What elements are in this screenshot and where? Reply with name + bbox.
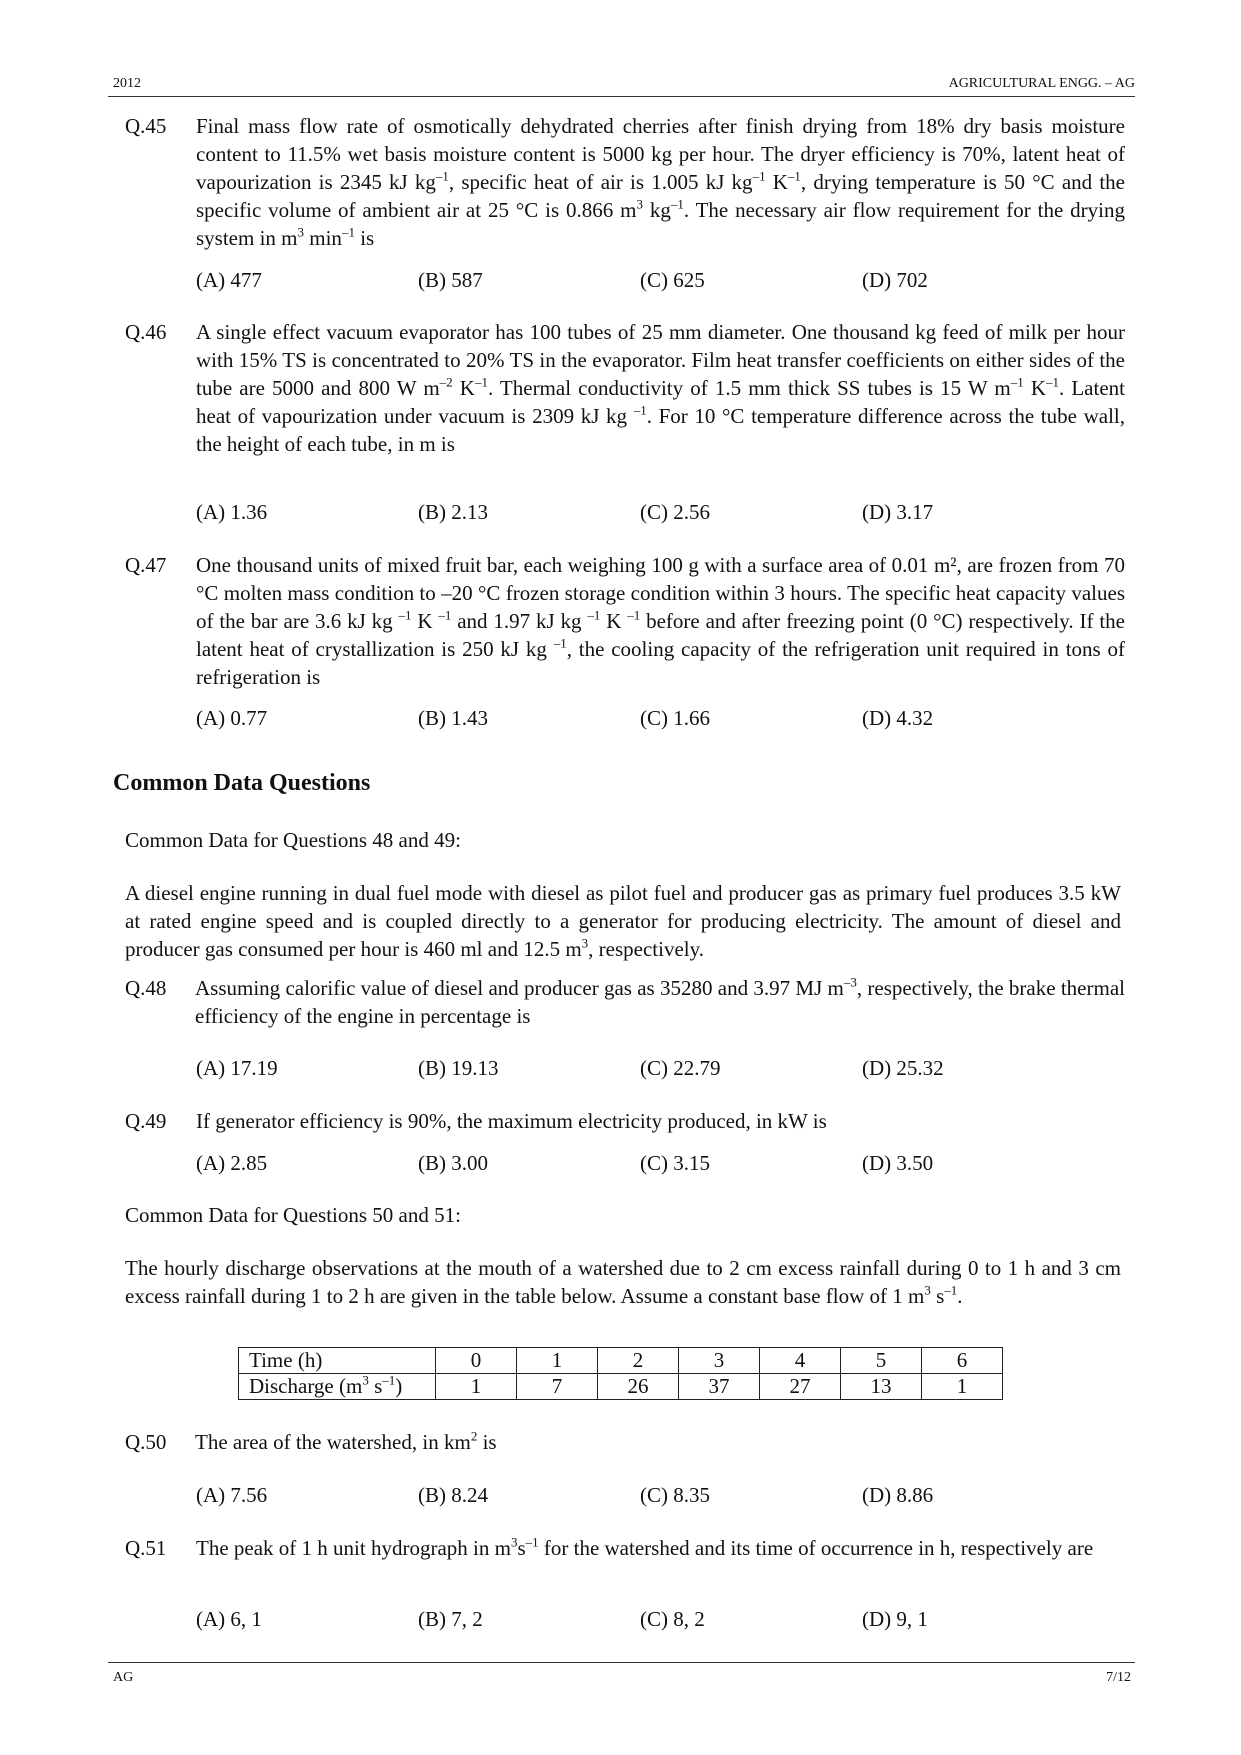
options-49: [196, 1149, 1096, 1179]
option-d: (D) 4.32: [862, 706, 934, 730]
option-a: (A) 1.36: [196, 500, 268, 524]
question-number: Q.51: [125, 1536, 167, 1560]
footer-rule: [108, 1662, 1135, 1663]
question-text: Final mass flow rate of osmotically dehydrated cherries after finish drying from 18% dry basis moisture content to 11.5% wet basis moisture content is 5000 kg per hour. The dryer efficiency is 70%, latent heat of vapourization is 2345 kJ $kg^{-1}$, specific heat of air is 1.005 kJ $kg^{-1}$ $K^{-1}$, drying temperature is 50 °C and the specific volume of ambient air at 25 °C is 0.866 $m^3$ $kg^{-1}$. The necessary air flow requirement for the drying system in $m^3$ $\min^{-1}$ is: [196, 114, 1126, 250]
table-cell: 37: [679, 1374, 760, 1400]
option-a: (A) 2.85: [196, 1151, 268, 1175]
question-50: [125, 1428, 1125, 1456]
option-a: (A) 6, 1: [196, 1607, 262, 1631]
common-data-label: Common Data for Questions 48 and 49:: [125, 828, 461, 852]
table-cell: 3: [679, 1348, 760, 1374]
option-c: (C) 1.66: [640, 706, 710, 730]
question-text: Assuming calorific value of diesel and producer gas as 35280 and 3.97 MJ $m^{-3}$, respectively, the brake thermal efficiency of the engine in percentage is: [195, 974, 1125, 1028]
option-a: (A) 17.19: [196, 1056, 278, 1080]
options-45: [196, 266, 1096, 296]
header-rule: [108, 96, 1135, 97]
table-header-time: Time (h): [239, 1348, 436, 1374]
table-cell: 27: [760, 1374, 841, 1400]
option-a: (A) 0.77: [196, 706, 268, 730]
question-text: If generator efficiency is 90%, the maximum electricity produced, in kW is: [196, 1109, 827, 1133]
option-b: (B) 587: [418, 268, 483, 292]
question-51: [125, 1534, 1125, 1562]
table-cell: 26: [598, 1374, 679, 1400]
option-b: (B) 8.24: [418, 1483, 488, 1507]
question-45: [125, 112, 1125, 252]
option-c: (C) 22.79: [640, 1056, 721, 1080]
common-data-paragraph: The hourly discharge observations at the mouth of a watershed due to 2 cm excess rainfall during 0 to 1 h and 3 cm excess rainfall during 1 to 2 h are given in the table below. Assume a constant base flow of 1 $m^3$ $s^{-1}$.: [125, 1256, 1121, 1308]
table-row: [239, 1348, 1003, 1374]
table-cell: 6: [922, 1348, 1003, 1374]
options-46: [196, 498, 1096, 528]
option-b: (B) 1.43: [418, 706, 488, 730]
option-b: (B) 3.00: [418, 1151, 488, 1175]
table-cell: 1: [922, 1374, 1003, 1400]
option-d: (D) 25.32: [862, 1056, 944, 1080]
question-text: The area of the watershed, in $km^2$ is: [195, 1428, 497, 1454]
option-b: (B) 2.13: [418, 500, 488, 524]
question-number: Q.47: [125, 553, 167, 577]
section-title: Common Data Questions: [113, 770, 371, 796]
option-c: (C) 8.35: [640, 1483, 710, 1507]
option-b: (B) 19.13: [418, 1056, 499, 1080]
options-47: [196, 704, 1096, 734]
option-c: (C) 625: [640, 268, 705, 292]
table-cell: 1: [517, 1348, 598, 1374]
table-cell: 0: [436, 1348, 517, 1374]
options-51: [196, 1605, 1096, 1635]
option-c: (C) 8, 2: [640, 1607, 705, 1631]
table-cell: 4: [760, 1348, 841, 1374]
question-48: [125, 974, 1125, 1030]
table-cell: 5: [841, 1348, 922, 1374]
question-text: A single effect vacuum evaporator has 100 tubes of 25 mm diameter. One thousand kg feed of milk per hour with 15% TS is concentrated to 20% TS in the evaporator. Film heat transfer coefficients on either sides of the tube are 5000 and 800 W $m^{-2}$ $K^{-1}$. Thermal conductivity of 1.5 mm thick SS tubes is 15 W $m^{-1}$ $K^{-1}$. Latent heat of vapourization under vacuum is 2309 kJ kg $^{-1}$. For 10 °C temperature difference across the tube wall, the height of each tube, in m is: [196, 320, 1125, 456]
question-number: Q.49: [125, 1109, 167, 1133]
question-46: [125, 318, 1125, 458]
common-data-label: Common Data for Questions 50 and 51:: [125, 1203, 461, 1227]
options-48: [196, 1054, 1096, 1084]
option-c: (C) 2.56: [640, 500, 710, 524]
question-49: [125, 1107, 1125, 1135]
question-47: [125, 551, 1125, 691]
option-d: (D) 3.50: [862, 1151, 934, 1175]
common-data-paragraph: A diesel engine running in dual fuel mode with diesel as pilot fuel and producer gas as primary fuel produces 3.5 kW at rated engine speed and is coupled directly to a generator for producing electricity. The amount of diesel and producer gas consumed per hour is 460 ml and 12.5 $m^3$, respectively.: [125, 881, 1121, 961]
option-d: (D) 8.86: [862, 1483, 934, 1507]
question-number: Q.46: [125, 320, 167, 344]
question-number: Q.48: [125, 976, 167, 1000]
option-b: (B) 7, 2: [418, 1607, 483, 1631]
table-cell: 2: [598, 1348, 679, 1374]
discharge-table: [238, 1347, 1003, 1400]
option-d: (D) 702: [862, 268, 928, 292]
table-cell: 7: [517, 1374, 598, 1400]
question-text: The peak of 1 h unit hydrograph in $m^3s^{-1}$ for the watershed and its time of occurrence in h, respectively are: [196, 1534, 1094, 1560]
option-a: (A) 7.56: [196, 1483, 268, 1507]
footer-code: AG: [113, 1670, 134, 1685]
option-d: (D) 9, 1: [862, 1607, 928, 1631]
question-number: Q.50: [125, 1430, 167, 1454]
options-50: [196, 1481, 1096, 1511]
table-cell: 1: [436, 1374, 517, 1400]
option-d: (D) 3.17: [862, 500, 934, 524]
question-text: One thousand units of mixed fruit bar, each weighing 100 g with a surface area of 0.01 m², are frozen from 70 °C molten mass condition to –20 °C frozen storage condition within 3 hours. The specific heat capacity values of the bar are 3.6 kJ kg $^{-1}$ K $^{-1}$ and 1.97 kJ kg $^{-1}$ K $^{-1}$ before and after freezing point (0 °C) respectively. If the latent heat of crystallization is 250 kJ kg $^{-1}$, the cooling capacity of the refrigeration unit required in tons of refrigeration is: [196, 553, 1126, 689]
table-header-discharge: Discharge ($m^3$ $s^{-1}$): [239, 1374, 436, 1400]
question-number: Q.45: [125, 114, 167, 138]
table-row: [239, 1374, 1003, 1400]
option-c: (C) 3.15: [640, 1151, 710, 1175]
header-subject: AGRICULTURAL ENGG. – AG: [948, 76, 1135, 91]
option-a: (A) 477: [196, 268, 262, 292]
header-year: 2012: [113, 76, 141, 91]
footer-page-number: 7/12: [1106, 1670, 1131, 1685]
table-cell: 13: [841, 1374, 922, 1400]
